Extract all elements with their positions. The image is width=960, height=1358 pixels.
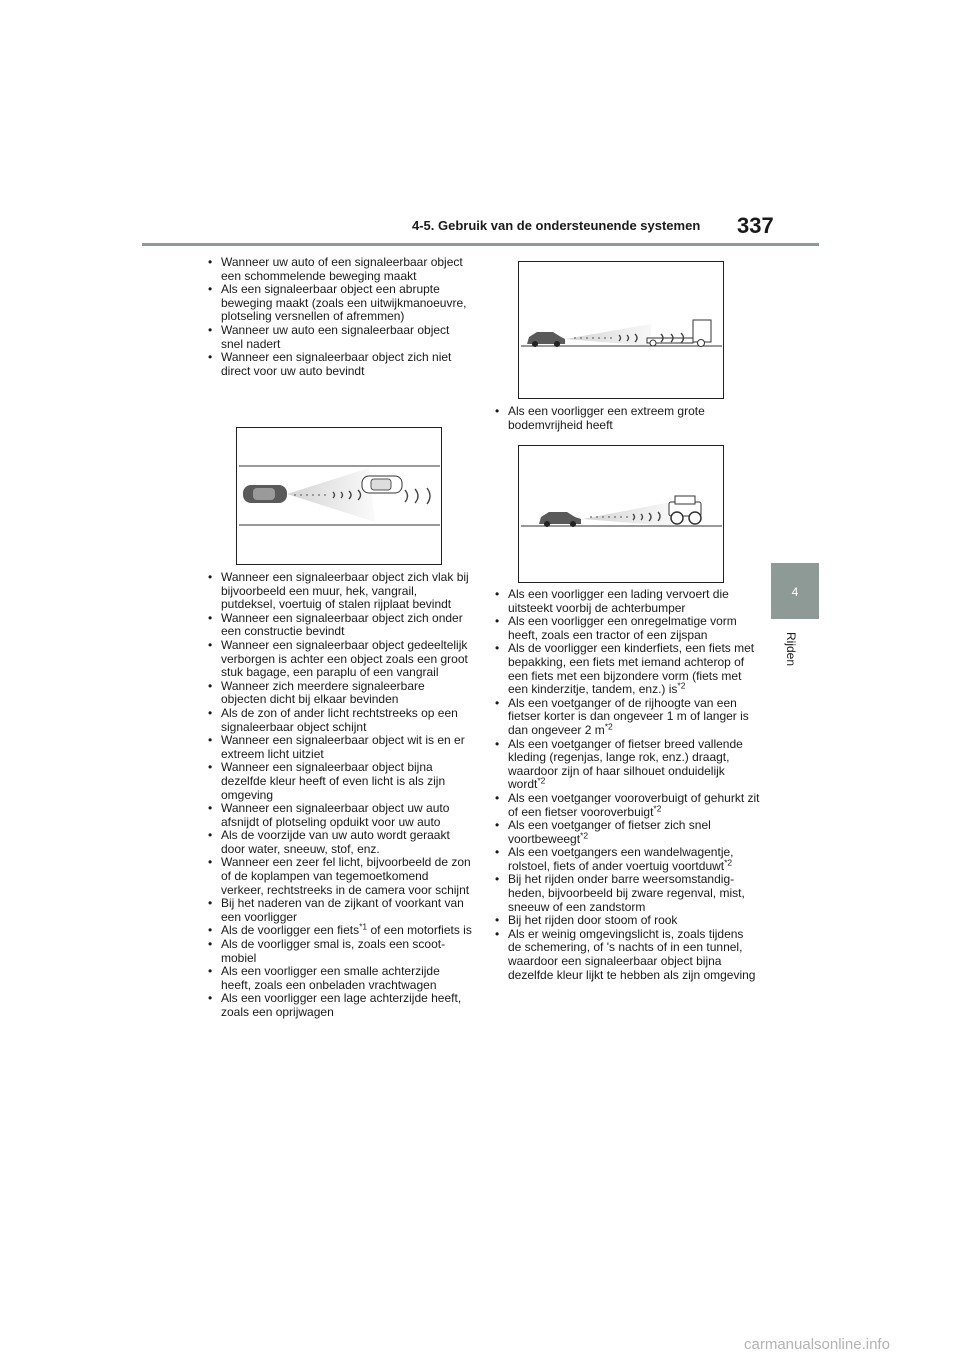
list-item (205, 921, 473, 938)
list-item (492, 588, 760, 615)
list-item-text: Als een voetgangers een wandelwagentje, rolstoel, fiets of ander voertuig voortduwt (508, 845, 734, 873)
list-item-text: Als er weinig omgevingslicht is, zoals tijdens de schemering, of 's nachts of in een tunnel, waardoor een signaleerbaar object bijna dezelfde kleur lijkt te hebben als zijn omgeving (508, 926, 756, 982)
list-item (492, 846, 760, 873)
list-item (205, 856, 473, 897)
list-item-text: Wanneer een signaleerbaar object zich vlak bij bijvoorbeeld een muur, hek, vangrail, putdeksel, voertuig of stalen rijplaat bevindt (221, 570, 469, 612)
list-item-text: Als een voorligger een lage achterzijde heeft, zoals een oprijwagen (221, 991, 462, 1019)
list-item (205, 734, 473, 761)
list-item-text: Wanneer een signaleerbaar object wit is en er extreem licht uitziet (221, 733, 465, 761)
list-item-text: Als een voorligger een smalle achterzijde heeft, zoals een onbeladen vrachtwagen (221, 964, 440, 992)
list-item-text: of een motorfiets is (367, 923, 472, 938)
illustration-low-trailer (518, 261, 724, 399)
footnote-mark: *2 (653, 802, 662, 813)
list-item (205, 707, 473, 734)
footnote-mark: *2 (677, 680, 686, 691)
list-item (492, 928, 760, 982)
list-item-text: Wanneer uw auto of een signaleerbaar object een schommelende beweging maakt (221, 255, 463, 283)
chapter-label: Rijden (784, 632, 798, 667)
right-column-bottom (492, 588, 760, 982)
list-item (205, 802, 473, 829)
illustration-high-clearance (518, 445, 724, 583)
section-title: 4-5. Gebruik van de ondersteunende systemen (412, 218, 701, 233)
own-car-icon (527, 332, 565, 347)
list-item-text: Wanneer een signaleerbaar object gedeeltelijk verborgen is achter een object zoals een groot stuk bagage, een paraplu of een vangrail (221, 637, 468, 680)
list-item (205, 965, 473, 992)
list-item-text: Als de voorligger een kinderfiets, een fiets met bepakking, een fiets met iemand achterop of een fiets met een bijzondere vorm (fiets met een kinderzitje, tandem, enz.) is (508, 641, 755, 697)
list-item-text: Wanneer een signaleerbaar object zich niet direct voor uw auto bevindt (221, 350, 452, 378)
list-item-text: Als een voorligger een lading vervoert die uitsteekt voorbij de achterbumper (508, 587, 729, 615)
watermark: carmanualsonline.info (744, 1336, 890, 1353)
list-item-text: Wanneer een signaleerbaar object uw auto afsnijdt of plotseling opduikt voor uw auto (221, 801, 450, 829)
list-item-text: Als een voorligger een onregelmatige vorm heeft, zoals een tractor of een zijspan (508, 614, 737, 642)
high-clearance-drawing (519, 446, 722, 581)
list-item (205, 571, 473, 612)
own-car-icon (243, 485, 287, 503)
list-item (205, 680, 473, 707)
bullet-list (205, 256, 473, 378)
list-item (205, 829, 473, 856)
list-item (492, 697, 760, 738)
footnote-mark: *2 (724, 857, 733, 868)
list-item (205, 612, 473, 639)
list-item-text: Wanneer een zeer fel licht, bijvoorbeeld de zon of de koplampen van tegemoetkomend verkeer, rechtstreeks in de camera voor schijnt (221, 855, 471, 897)
list-item (205, 256, 473, 283)
list-item-text: Als een voetganger of fietser zich snel voortbeweegt (508, 818, 711, 846)
list-item-text: Wanneer uw auto een signaleerbaar object snel nadert (221, 322, 450, 351)
list-item-text: Bij het naderen van de zijkant of voorkant van een voorligger (221, 896, 464, 924)
sensor-beam (565, 324, 651, 346)
list-item-text: Wanneer een signaleerbaar object zich onder een constructie bevindt (221, 610, 463, 639)
list-item (492, 642, 760, 696)
list-item (205, 897, 473, 924)
target-car-icon (362, 476, 402, 493)
list-item (205, 351, 473, 378)
footnote-mark: *2 (537, 775, 546, 786)
list-item-text: Als de voorligger smal is, zoals een scootmobiel (221, 937, 446, 965)
footnote-mark: *2 (604, 721, 613, 732)
chapter-number: 4 (791, 585, 799, 599)
list-item (492, 819, 760, 846)
low-trailer-drawing (519, 262, 722, 397)
right-column-top (492, 405, 760, 432)
list-item (492, 914, 760, 928)
bullet-list (492, 405, 760, 432)
list-item-text: Als de voorligger een fiets (221, 923, 360, 938)
footnote-mark: *1 (359, 921, 368, 932)
list-item (205, 992, 473, 1019)
bullet-list (492, 588, 760, 982)
illustration-offset-object (236, 427, 442, 565)
list-item-text: Als een voorligger een extreem grote bodemvrijheid heeft (508, 404, 705, 432)
left-column-bottom (205, 571, 473, 1020)
list-item-text: Als de zon of ander licht rechtstreeks op een signaleerbaar object schijnt (221, 705, 458, 734)
list-item (205, 283, 473, 324)
list-item (205, 639, 473, 680)
list-item-text: Bij het rijden door stoom of rook (508, 913, 678, 928)
list-item (492, 738, 760, 792)
list-item (492, 405, 760, 432)
own-car-icon (539, 512, 581, 527)
bullet-list (205, 571, 473, 1020)
list-item-text: Als een signaleerbaar object een abrupte beweging maakt (zoals een uitwijkmanoeuvre, plotseling versnellen of afremmen) (221, 282, 467, 324)
list-item (492, 615, 760, 642)
footnote-mark: *2 (580, 830, 589, 841)
list-item-text: Wanneer een signaleerbaar object bijna dezelfde kleur heeft of even licht is als zijn omgeving (221, 760, 446, 802)
chapter-tab (771, 563, 819, 619)
list-item (205, 761, 473, 802)
list-item-text: Bij het rijden onder barre weersomstandigheden, bijvoorbeeld bij zware regenval, mist, sneeuw of een zandstorm (508, 872, 745, 914)
header-divider (142, 243, 819, 246)
list-item-text: Als een voetganger of fietser breed vallende kleding (regenjas, lange rok, enz.) draagt, waardoor zijn of haar silhouet onduidelijk wordt (508, 736, 743, 792)
list-item (205, 938, 473, 965)
page-number: 337 (737, 213, 774, 238)
list-item-text: Als een voetganger vooroverbuigt of gehurkt zit of een fietser vooroverbuigt (508, 790, 760, 819)
list-item (492, 873, 760, 914)
sensor-beam (583, 502, 671, 526)
list-item-text: Als een voetganger of de rijhoogte van een fietser korter is dan ongeveer 1 m of langer is dan ongeveer 2 m (508, 695, 749, 737)
list-item-text: Wanneer zich meerdere signaleerbare objecten dicht bij elkaar bevinden (221, 678, 425, 707)
lifted-suv-icon (669, 496, 701, 524)
truck-with-low-trailer-icon (647, 320, 711, 347)
list-item (492, 792, 760, 819)
list-item (205, 324, 473, 351)
left-column-top (205, 256, 473, 378)
offset-object-drawing (237, 428, 440, 563)
list-item-text: Als de voorzijde van uw auto wordt geraakt door water, sneeuw, stof, enz. (221, 828, 450, 856)
